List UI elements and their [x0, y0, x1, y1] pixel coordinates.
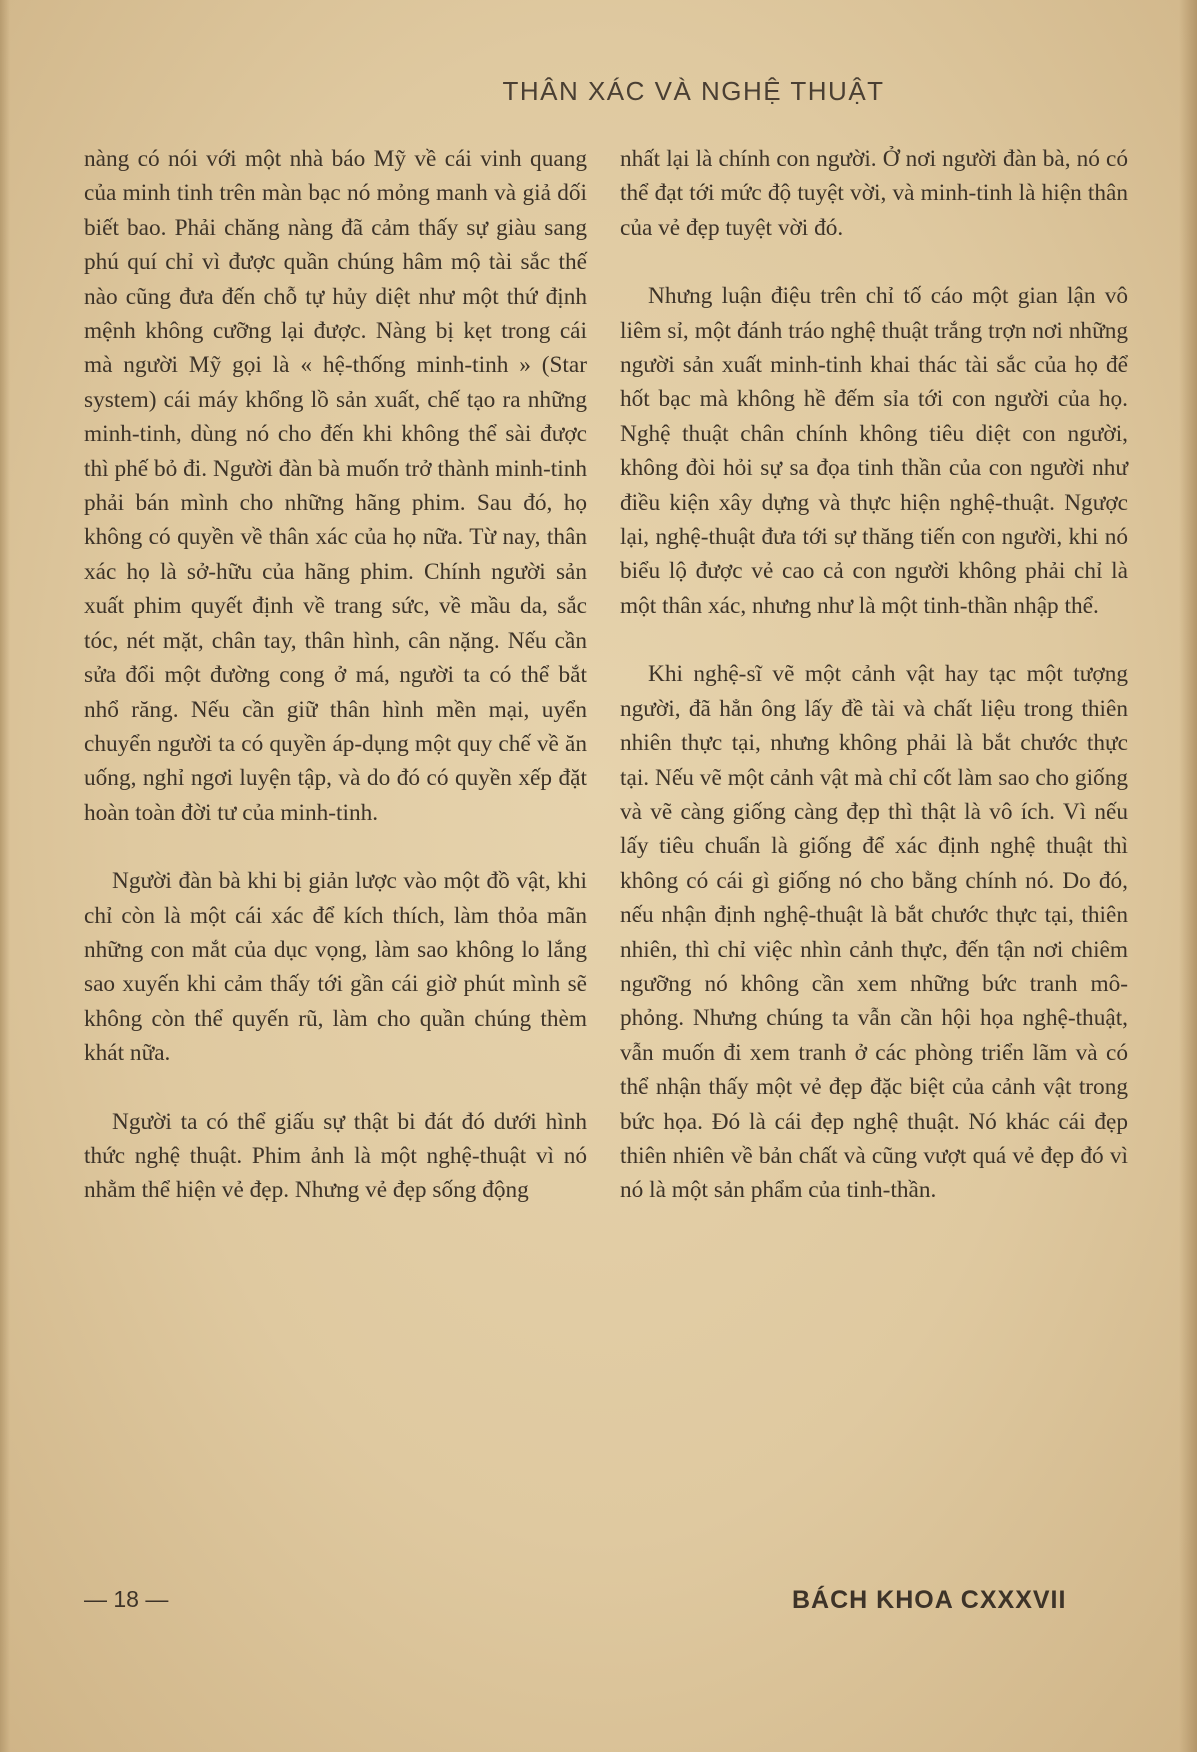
right-paragraph-3: Khi nghệ-sĩ vẽ một cảnh vật hay tạc một tượng người, đã hẳn ông lấy đề tài và chất liệu trong thiên nhiên thực tại, nhưng không phải là bắt chước thực tại. Nếu vẽ một cảnh vật mà chỉ cốt làm sao cho giống và vẽ càng giống càng đẹp thì thật là vô ích. Vì nếu lấy tiêu chuẩn là giống để xác định nghệ thuật thì không có cái gì giống nó cho bằng chính nó. Do đó, nếu nhận định nghệ-thuật là bắt chước thực tại, thiên nhiên, thì chỉ việc nhìn cảnh thực, đến tận nơi chiêm ngưỡng nó không cần xem những bức tranh mô-phỏng. Nhưng chúng ta vẫn cần hội họa nghệ-thuật, vẫn muốn đi xem tranh ở các phòng triển lãm và có thể nhận thấy một vẻ đẹp đặc biệt của cảnh vật trong bức họa. Đó là cái đẹp nghệ thuật. Nó khác cái đẹp thiên nhiên về bản chất và cũng vượt quá vẻ đẹp đó vì nó là một sản phẩm của tinh-thần. [620, 661, 1128, 1204]
page-number: — 18 — [84, 1586, 169, 1612]
left-column [84, 142, 587, 1208]
left-paragraph-3: Người ta có thể giấu sự thật bi đát đó dưới hình thức nghệ thuật. Phim ảnh là một nghệ-thuật vì nó nhằm thể hiện vẻ đẹp. Nhưng vẻ đẹp sống động [84, 1108, 587, 1204]
left-paragraph-2: Người đàn bà khi bị giản lược vào một đồ vật, khi chỉ còn là một cái xác để kích thích, làm thỏa mãn những con mắt của dục vọng, làm sao không lo lắng sao xuyến khi cảm thấy tới gần cái giờ phút mình sẽ không còn thể quyến rũ, làm cho quần chúng thèm khát nữa. [84, 868, 587, 1067]
magazine-issue-label: BÁCH KHOA CXXXVII [792, 1586, 1067, 1614]
running-header [0, 76, 1197, 107]
right-column [620, 142, 1128, 1208]
page-edge-shadow-right [1179, 0, 1197, 1752]
right-paragraph-1: nhất lại là chính con người. Ở nơi người đàn bà, nó có thể đạt tới mức độ tuyệt vời, và minh-tinh là hiện thân của vẻ đẹp tuyệt vời đó. [620, 146, 1128, 241]
running-title: THÂN XÁC VÀ NGHỆ THUẬT [502, 76, 885, 106]
right-paragraph-2: Nhưng luận điệu trên chỉ tố cáo một gian lận vô liêm sỉ, một đánh tráo nghệ thuật trắng trợn nơi những người sản xuất minh-tinh khai thác tài sắc của họ để hốt bạc mà không hề đếm sỉa tới con người của họ. Nghệ thuật chân chính không tiêu diệt con người, không đòi hỏi sự sa đọa tinh thần của con người như điều kiện xây dựng và thực hiện nghệ-thuật. Ngược lại, nghệ-thuật đưa tới sự thăng tiến con người, khi nó biểu lộ được vẻ cao cả con người không phải chỉ là một thân xác, nhưng như là một tinh-thần nhập thể. [620, 283, 1128, 619]
left-paragraph-1: nàng có nói với một nhà báo Mỹ về cái vinh quang của minh tinh trên màn bạc nó mỏng manh và giả dối biết bao. Phải chăng nàng đã cảm thấy sự giàu sang phú quí chỉ vì được quần chúng hâm mộ tài sắc thế nào cũng đưa đến chỗ tự hủy diệt như một thứ định mệnh không cưỡng lại được. Nàng bị kẹt trong cái mà người Mỹ gọi là « hệ-thống minh-tinh » (Star system) cái máy khổng lồ sản xuất, chế tạo ra những minh-tinh, dùng nó cho đến khi không thể sài được thì phế bỏ đi. Người đàn bà muốn trở thành minh-tinh phải bán mình cho những hãng phim. Sau đó, họ không có quyền về thân xác của họ nữa. Từ nay, thân xác họ là sở-hữu của hãng phim. Chính người sản xuất phim quyết định về trang sức, về mầu da, sắc tóc, nét mặt, chân tay, thân hình, cân nặng. Nếu cần sửa đổi một đường cong ở má, người ta có thể bắt nhổ răng. Nếu cần giữ thân hình mền mại, uyển chuyển người ta có quyền áp-dụng một quy chế về ăn uống, nghỉ ngơi luyện tập, và do đó có quyền xếp đặt hoàn toàn đời tư của minh-tinh. [84, 146, 587, 826]
page-edge-shadow-left [0, 0, 10, 1752]
